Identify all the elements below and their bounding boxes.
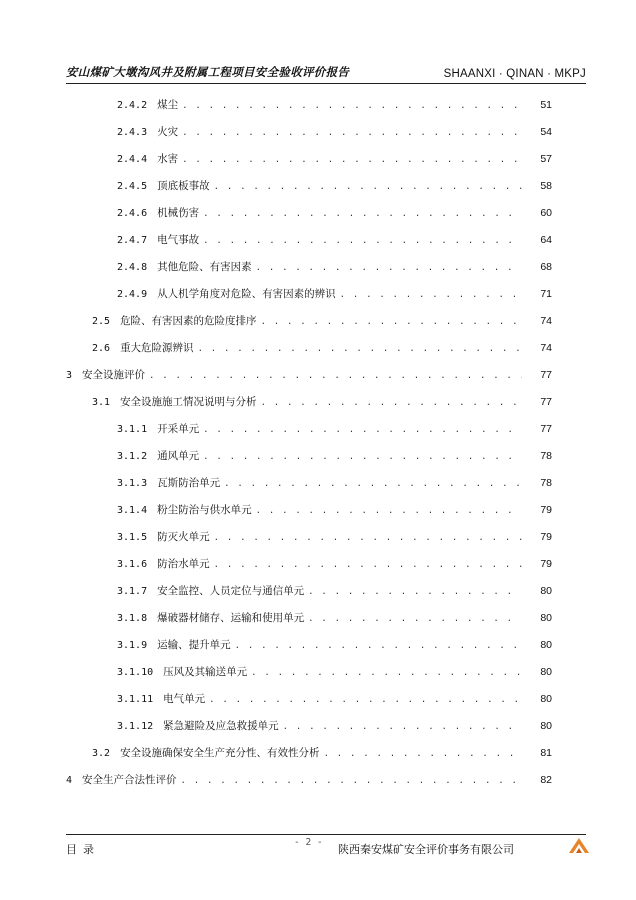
toc-number: 3 [66, 370, 73, 381]
toc-leader [251, 665, 522, 681]
toc-label: 开采单元 [157, 423, 200, 435]
toc-entry-3-1-11[interactable] [117, 691, 552, 707]
page-header [66, 62, 586, 84]
toc-leader [182, 125, 522, 141]
toc-leader [203, 233, 522, 249]
toc-leader [198, 341, 522, 357]
toc-page: 60 [540, 207, 552, 219]
toc-label: 瓦斯防治单元 [157, 477, 221, 489]
toc-page: 74 [540, 315, 552, 327]
toc-entry-2-5[interactable] [92, 313, 552, 329]
toc-entry-2-4-2[interactable] [117, 97, 552, 113]
toc-number: 2.4.9 [117, 289, 148, 300]
toc-entry-3-1-1[interactable] [117, 421, 552, 437]
toc-page: 80 [540, 585, 552, 597]
toc-page: 78 [540, 450, 552, 462]
page-footer [66, 834, 586, 855]
toc-entry-2-4-6[interactable] [117, 205, 552, 221]
toc-page: 80 [540, 612, 552, 624]
toc-page: 80 [540, 720, 552, 732]
toc-page: 80 [540, 693, 552, 705]
toc-label: 安全设施评价 [82, 369, 146, 381]
toc-label: 重大危险源辨识 [120, 342, 194, 354]
report-title: 安山煤矿大墩沟风井及附属工程项目安全验收评价报告 [66, 65, 350, 79]
toc-entry-3-1-5[interactable] [117, 529, 552, 545]
toc-number: 4 [66, 775, 73, 786]
toc-leader [214, 179, 522, 195]
toc-entry-3-1-8[interactable] [117, 610, 552, 626]
toc-label: 电气单元 [163, 693, 206, 705]
toc-entry-3-1[interactable] [92, 394, 552, 410]
toc-entry-3-1-9[interactable] [117, 637, 552, 653]
toc-leader [308, 584, 522, 600]
toc-number: 2.4.2 [117, 100, 148, 111]
toc-label: 防治水单元 [157, 558, 210, 570]
toc-leader [203, 422, 522, 438]
toc-number: 3.1.12 [117, 721, 154, 732]
toc-leader [214, 557, 522, 573]
toc-number: 3.1.9 [117, 640, 148, 651]
toc-label: 危险、有害因素的危险度排序 [120, 315, 257, 327]
toc-page: 71 [540, 288, 552, 300]
toc-label: 其他危险、有害因素 [157, 261, 252, 273]
toc-entry-2-4-3[interactable] [117, 124, 552, 140]
toc-number: 3.1.10 [117, 667, 154, 678]
toc-label: 安全监控、人员定位与通信单元 [157, 585, 305, 597]
toc-leader [182, 152, 522, 168]
toc-label: 紧急避险及应急救援单元 [163, 720, 279, 732]
toc-label: 火灾 [157, 126, 179, 138]
toc-entry-3-1-12[interactable] [117, 718, 552, 734]
toc-number: 3.1.1 [117, 424, 148, 435]
toc-number: 3.1.11 [117, 694, 154, 705]
toc-label: 安全设施确保安全生产充分性、有效性分析 [120, 747, 320, 759]
toc-leader [283, 719, 522, 735]
toc-number: 2.4.3 [117, 127, 148, 138]
toc-leader [261, 314, 522, 330]
toc-leader [149, 368, 522, 384]
toc-number: 3.1.8 [117, 613, 148, 624]
toc-label: 粉尘防治与供水单元 [157, 504, 252, 516]
toc-entry-3[interactable] [66, 367, 552, 383]
toc-label: 电气事故 [157, 234, 200, 246]
toc-leader [209, 692, 522, 708]
toc-entry-2-4-9[interactable] [117, 286, 552, 302]
toc-number: 2.4.8 [117, 262, 148, 273]
toc-number: 2.6 [92, 343, 111, 354]
toc-leader [235, 638, 522, 654]
toc-page: 54 [540, 126, 552, 138]
toc-page: 79 [540, 558, 552, 570]
toc-page: 57 [540, 153, 552, 165]
toc-entry-2-4-4[interactable] [117, 151, 552, 167]
toc-number: 3.1.3 [117, 478, 148, 489]
company-logo-icon [568, 836, 590, 854]
toc-page: 81 [540, 747, 552, 759]
toc-label: 顶底板事故 [157, 180, 210, 192]
toc-entry-3-1-2[interactable] [117, 448, 552, 464]
toc-label: 机械伤害 [157, 207, 200, 219]
toc-label: 从人机学角度对危险、有害因素的辨识 [157, 288, 336, 300]
toc-number: 2.4.4 [117, 154, 148, 165]
toc-label: 安全生产合法性评价 [82, 774, 177, 786]
toc-page: 68 [540, 261, 552, 273]
toc-leader [181, 773, 522, 789]
toc-number: 3.1.4 [117, 505, 148, 516]
footer-section-label: 目录 [66, 843, 100, 856]
toc-page: 74 [540, 342, 552, 354]
toc-page: 78 [540, 477, 552, 489]
toc-leader [256, 260, 522, 276]
toc-entry-4[interactable] [66, 772, 552, 788]
toc-entry-3-2[interactable] [92, 745, 552, 761]
toc-page: 80 [540, 639, 552, 651]
toc-label: 压风及其输送单元 [163, 666, 248, 678]
toc-entry-3-1-4[interactable] [117, 502, 552, 518]
toc-number: 2.4.6 [117, 208, 148, 219]
toc-leader [340, 287, 522, 303]
toc-leader [308, 611, 522, 627]
toc-leader [324, 746, 522, 762]
toc-page: 77 [540, 396, 552, 408]
toc-page: 82 [540, 774, 552, 786]
toc-page: 79 [540, 531, 552, 543]
toc-number: 3.1.5 [117, 532, 148, 543]
toc-number: 3.1.6 [117, 559, 148, 570]
toc-page: 79 [540, 504, 552, 516]
toc-number: 3.1.2 [117, 451, 148, 462]
toc-page: 51 [540, 99, 552, 111]
toc-number: 3.2 [92, 748, 111, 759]
toc-page: 58 [540, 180, 552, 192]
toc-page: 77 [540, 423, 552, 435]
toc-label: 通风单元 [157, 450, 200, 462]
toc-label: 水害 [157, 153, 179, 165]
toc-leader [182, 98, 522, 114]
toc-leader [203, 449, 522, 465]
toc-label: 安全设施施工情况说明与分析 [120, 396, 257, 408]
toc-number: 2.4.5 [117, 181, 148, 192]
toc-entry-3-1-6[interactable] [117, 556, 552, 572]
header-brand: SHAANXI · QINAN · MKPJ [443, 68, 586, 80]
toc-leader [256, 503, 522, 519]
toc-leader [214, 530, 522, 546]
toc-leader [224, 476, 522, 492]
toc-entry-3-1-10[interactable] [117, 664, 552, 680]
toc-entry-3-1-7[interactable] [117, 583, 552, 599]
toc-label: 煤尘 [157, 99, 179, 111]
toc-entry-2-4-7[interactable] [117, 232, 552, 248]
toc-leader [203, 206, 522, 222]
toc-number: 2.4.7 [117, 235, 148, 246]
footer-page-number: - 2 - [294, 837, 323, 848]
toc-page: 64 [540, 234, 552, 246]
toc-entry-2-4-5[interactable] [117, 178, 552, 194]
toc-page: 77 [540, 369, 552, 381]
toc-number: 3.1 [92, 397, 111, 408]
toc-page: 80 [540, 666, 552, 678]
footer-company-name: 陕西秦安煤矿安全评价事务有限公司 [338, 843, 514, 856]
toc-leader [261, 395, 522, 411]
toc-entry-3-1-3[interactable] [117, 475, 552, 491]
toc-entry-2-4-8[interactable] [117, 259, 552, 275]
toc-number: 3.1.7 [117, 586, 148, 597]
toc-label: 爆破器材储存、运输和使用单元 [157, 612, 305, 624]
toc-number: 2.5 [92, 316, 111, 327]
toc-label: 运输、提升单元 [157, 639, 231, 651]
toc-label: 防灭火单元 [157, 531, 210, 543]
toc-entry-2-6[interactable] [92, 340, 552, 356]
